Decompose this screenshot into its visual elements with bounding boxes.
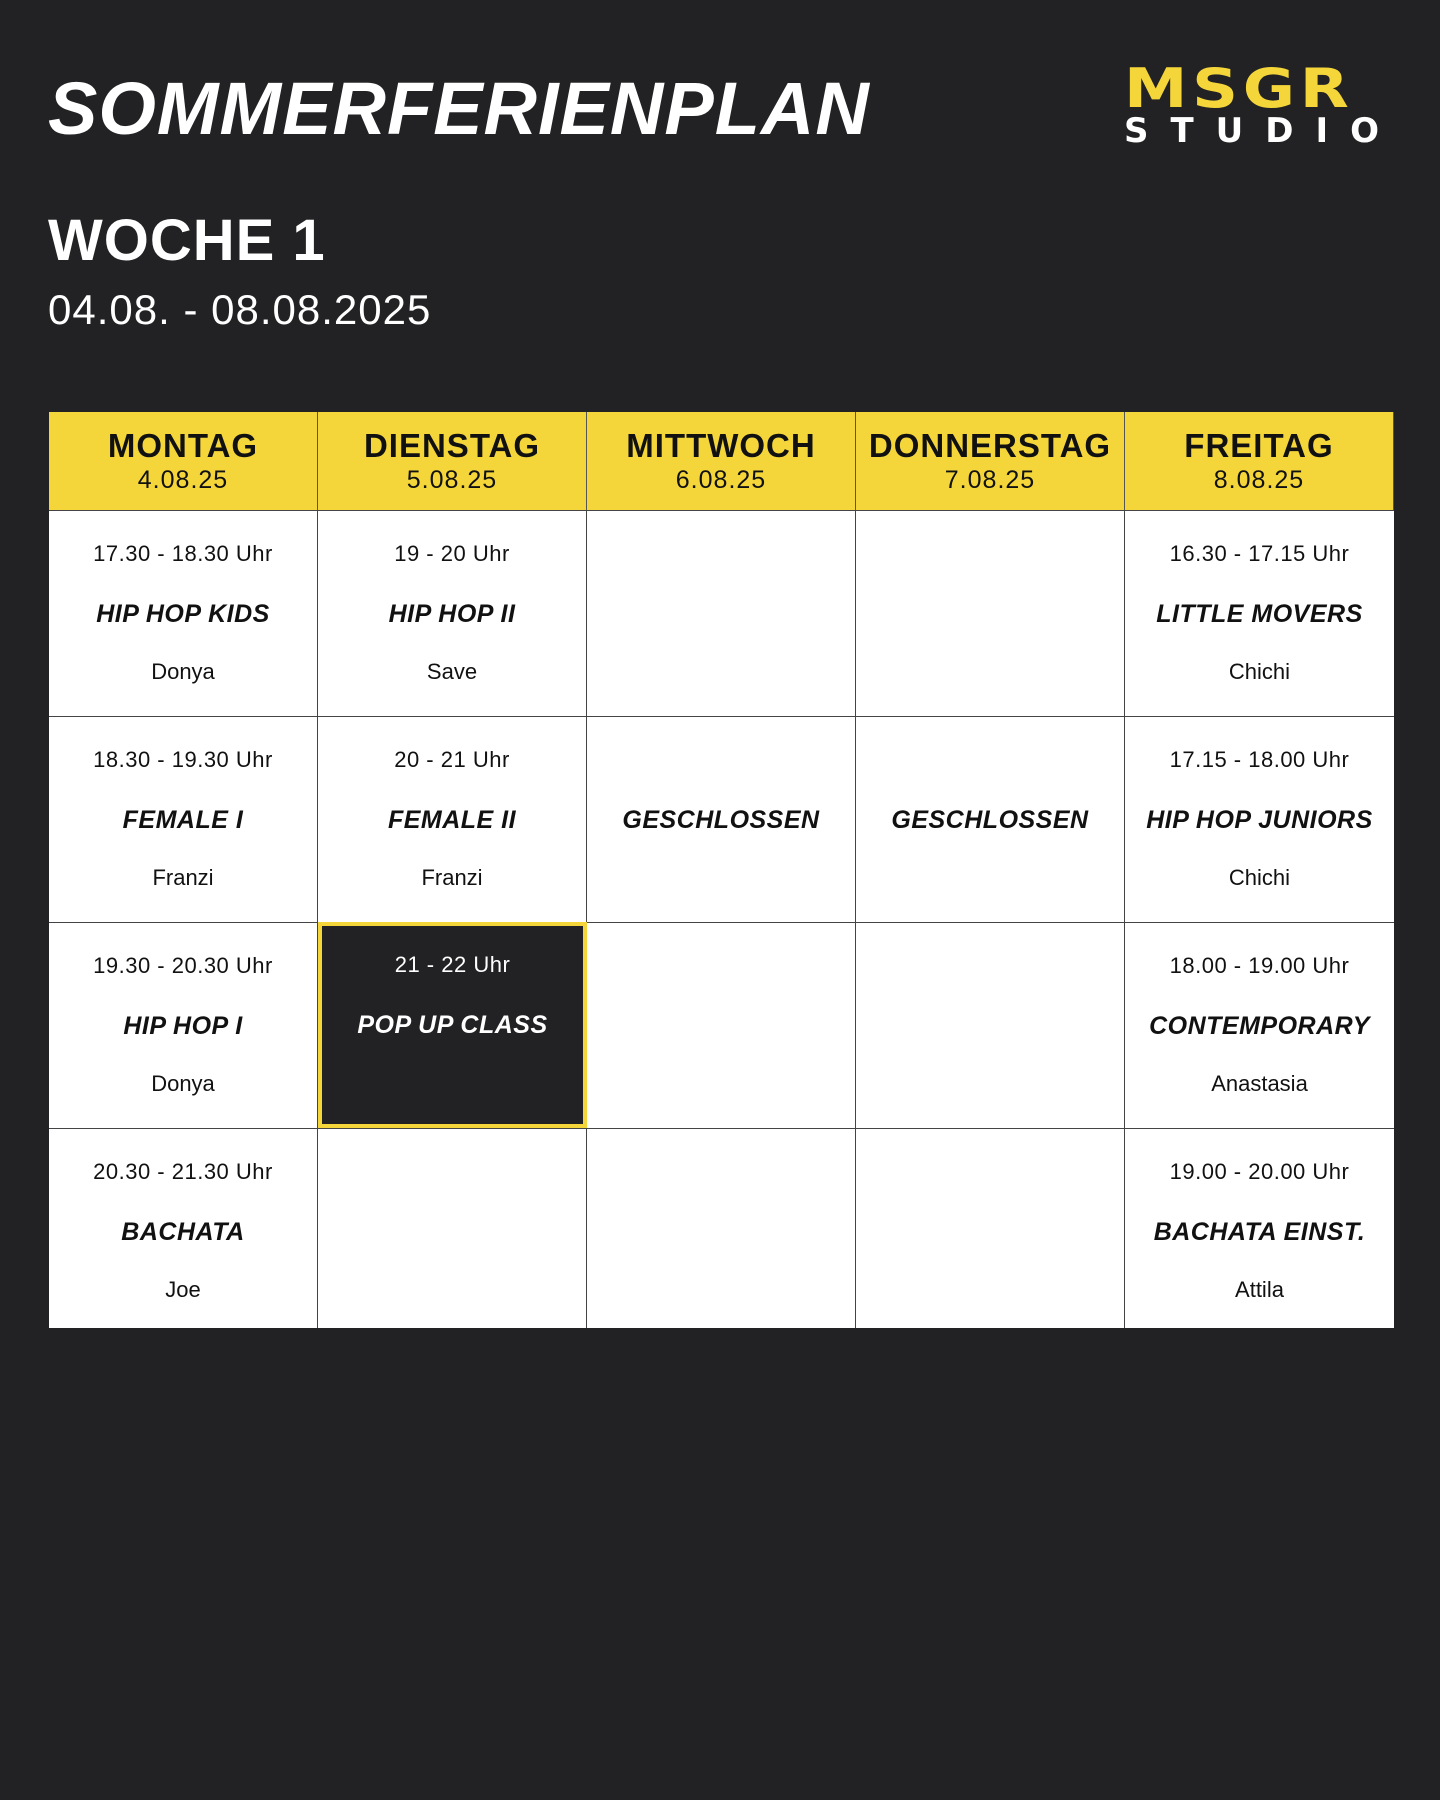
empty-slot [856, 1128, 1125, 1328]
class-time: 19.30 - 20.30 Uhr [93, 953, 273, 978]
class-teacher: Chichi [1228, 659, 1291, 684]
page-title: SOMMERFERIENPLAN [48, 67, 870, 150]
class-name: FEMALE II [387, 806, 517, 834]
class-name: HIP HOP II [388, 600, 516, 628]
class-name: FEMALE I [122, 806, 244, 834]
popup-class-slot [318, 922, 587, 1128]
empty-slot [318, 1128, 587, 1328]
class-slot [318, 510, 587, 716]
class-teacher: Donya [151, 1071, 215, 1096]
class-name: BACHATA [121, 1218, 245, 1246]
class-slot [1125, 716, 1394, 922]
class-teacher: Chichi [1228, 865, 1291, 890]
class-name: POP UP CLASS [357, 1011, 548, 1039]
class-slot [1125, 1128, 1394, 1328]
day-name: MONTAG [107, 427, 259, 464]
class-slot [1125, 510, 1394, 716]
class-name: HIP HOP I [123, 1012, 243, 1040]
day-header-friday [1125, 412, 1394, 510]
class-time: 19 - 20 Uhr [394, 541, 510, 566]
week-date-range: 04.08. - 08.08.2025 [48, 286, 432, 333]
class-time: 16.30 - 17.15 Uhr [1169, 541, 1350, 566]
empty-slot [587, 510, 856, 716]
empty-slot [856, 510, 1125, 716]
class-time: 19.00 - 20.00 Uhr [1169, 1159, 1350, 1184]
class-time: 18.00 - 19.00 Uhr [1169, 953, 1350, 978]
class-time: 18.30 - 19.30 Uhr [93, 747, 273, 772]
studio-logo [1124, 57, 1402, 151]
closed-label: GESCHLOSSEN [622, 805, 820, 834]
day-header-monday [49, 412, 318, 510]
class-name: CONTEMPORARY [1149, 1012, 1370, 1040]
class-time: 17.15 - 18.00 Uhr [1169, 747, 1350, 772]
closed-slot [587, 716, 856, 922]
schedule-table [49, 412, 1394, 1328]
logo-bottom-text: STUDIO [1124, 111, 1402, 151]
class-teacher: Joe [165, 1277, 201, 1302]
class-name: BACHATA EINST. [1153, 1218, 1366, 1246]
day-date: 4.08.25 [137, 466, 229, 494]
closed-label: GESCHLOSSEN [891, 805, 1089, 834]
class-time: 20 - 21 Uhr [394, 747, 510, 772]
class-teacher: Donya [151, 659, 215, 684]
class-slot [49, 922, 318, 1128]
day-name: FREITAG [1184, 427, 1334, 464]
day-name: MITTWOCH [626, 427, 816, 464]
class-teacher: Franzi [421, 865, 483, 890]
class-slot [49, 510, 318, 716]
day-date: 6.08.25 [675, 466, 767, 494]
day-name: DONNERSTAG [868, 427, 1112, 464]
empty-slot [856, 922, 1125, 1128]
day-header-wednesday [587, 412, 856, 510]
empty-slot [587, 922, 856, 1128]
empty-slot [587, 1128, 856, 1328]
day-date: 5.08.25 [406, 466, 498, 494]
day-date: 7.08.25 [944, 466, 1036, 494]
class-teacher: Save [426, 659, 478, 684]
class-name: LITTLE MOVERS [1156, 600, 1363, 628]
day-name: DIENSTAG [363, 427, 541, 464]
class-time: 21 - 22 Uhr [394, 952, 511, 977]
class-teacher: Anastasia [1211, 1071, 1308, 1096]
class-time: 20.30 - 21.30 Uhr [93, 1159, 273, 1184]
day-date: 8.08.25 [1213, 466, 1305, 494]
logo-top-text: MSGR [1124, 57, 1354, 120]
class-slot [1125, 922, 1394, 1128]
class-slot [49, 716, 318, 922]
closed-slot [856, 716, 1125, 922]
class-name: HIP HOP KIDS [96, 600, 270, 628]
class-time: 17.30 - 18.30 Uhr [93, 541, 273, 566]
day-header-thursday [856, 412, 1125, 510]
class-slot [318, 716, 587, 922]
week-title: WOCHE 1 [48, 208, 326, 273]
class-teacher: Franzi [152, 865, 214, 890]
day-header-tuesday [318, 412, 587, 510]
class-slot [49, 1128, 318, 1328]
class-teacher: Attila [1235, 1277, 1284, 1302]
class-name: HIP HOP JUNIORS [1146, 806, 1373, 834]
